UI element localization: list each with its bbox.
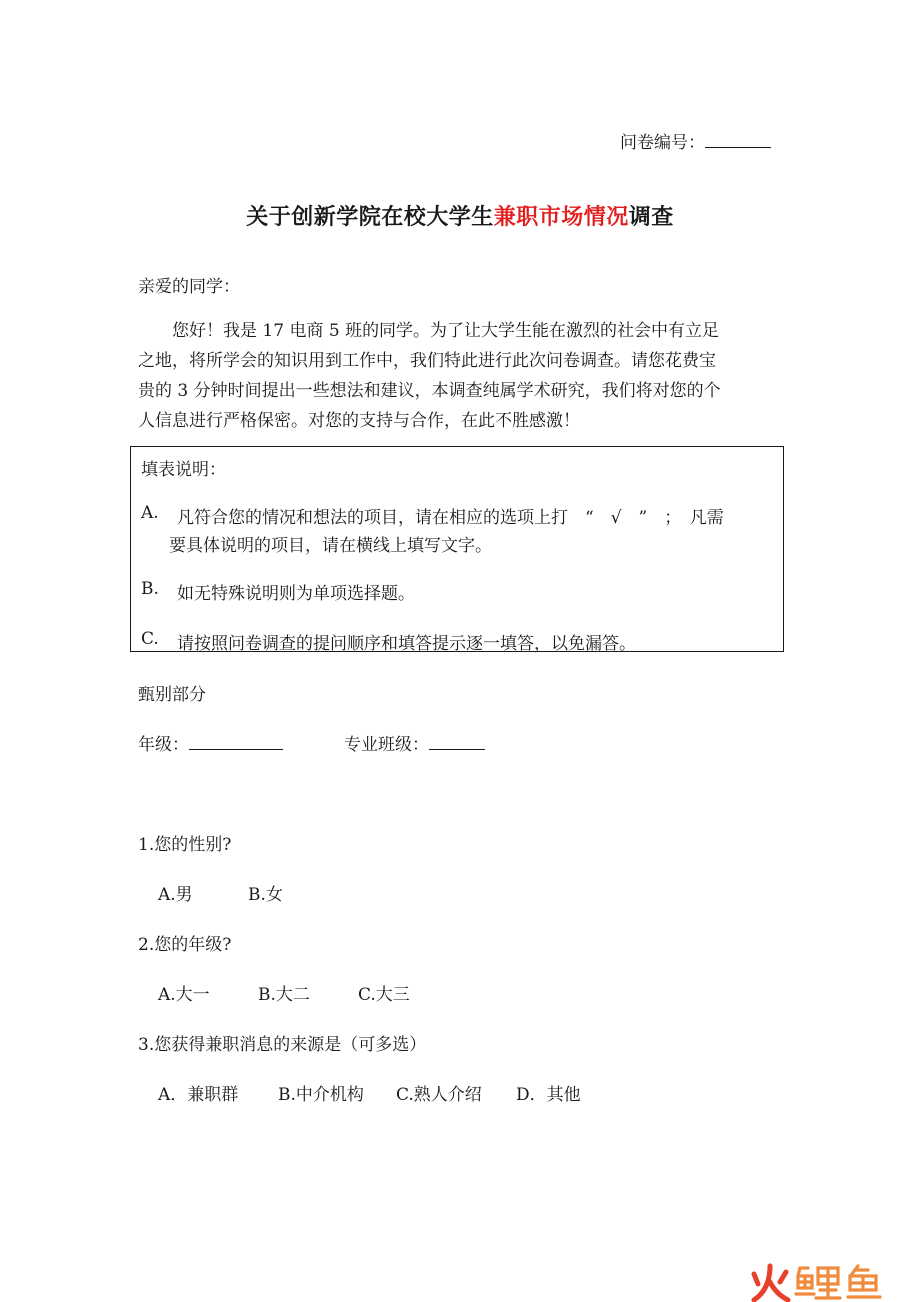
watermark-logo [748, 1262, 898, 1302]
instruction-a-text: 凡符合您的情况和想法的项目，请在相应的选项上打 “ √ ” ； 凡需 [177, 508, 724, 528]
questionnaire-number [620, 128, 771, 153]
instruction-b-marker: B. [141, 579, 159, 599]
grade-field [138, 730, 283, 755]
q3-option-a[interactable]: A．兼职群 [158, 1085, 239, 1105]
grade-label: 年级： [138, 735, 189, 755]
q3-option-b[interactable]: B.中介机构 [278, 1085, 364, 1105]
q1-option-b[interactable]: B.女 [248, 885, 283, 905]
watermark-fish-glyph [848, 1266, 880, 1297]
q3-option-c[interactable]: C.熟人介绍 [396, 1085, 482, 1105]
question-1: 1.您的性别? [138, 835, 232, 855]
instructions-title: 填表说明： [141, 460, 226, 480]
greeting: 亲爱的同学： [138, 277, 240, 297]
title-highlight: 兼职市场情况 [493, 205, 629, 230]
q3-option-d[interactable]: D．其他 [516, 1085, 581, 1105]
watermark-carp-glyph [796, 1268, 840, 1298]
grade-blank[interactable] [189, 731, 283, 750]
instruction-a-marker: A. [141, 503, 159, 523]
class-field [344, 730, 485, 755]
instruction-c-text: 请按照问卷调查的提问顺序和填答提示逐一填答，以免漏答。 [177, 634, 636, 654]
questionnaire-number-label: 问卷编号： [620, 133, 705, 153]
questionnaire-number-blank[interactable] [705, 129, 771, 148]
class-blank[interactable] [429, 731, 485, 750]
title-part2: 调查 [628, 205, 674, 230]
q2-option-a[interactable]: A.大一 [158, 985, 210, 1005]
identification-section-title: 甄别部分 [138, 685, 206, 705]
instruction-a-text-cont: 要具体说明的项目，请在横线上填写文字。 [169, 536, 492, 556]
title-part1: 关于创新学院在校大学生 [246, 205, 494, 230]
q1-option-a[interactable]: A.男 [158, 885, 193, 905]
question-2: 2.您的年级? [138, 935, 232, 955]
q2-option-b[interactable]: B.大二 [258, 985, 310, 1005]
instruction-c-marker: C. [141, 629, 159, 649]
intro-line: 之地，将所学会的知识用到工作中，我们特此进行此次问卷调查。请您花费宝 [138, 351, 716, 371]
question-3: 3.您获得兼职消息的来源是（可多选） [138, 1035, 427, 1055]
intro-paragraph [138, 316, 778, 436]
q2-option-c[interactable]: C.大三 [358, 985, 410, 1005]
instruction-b-text: 如无特殊说明则为单项选择题。 [177, 584, 415, 604]
intro-line: 贵的 3 分钟时间提出一些想法和建议，本调查纯属学术研究，我们将对您的个 [138, 381, 721, 401]
intro-line: 您好！我是 17 电商 5 班的同学。为了让大学生能在激烈的社会中有立足 [138, 321, 720, 341]
instructions-box [130, 446, 784, 652]
class-label: 专业班级： [344, 735, 429, 755]
page-title [0, 200, 920, 231]
intro-line: 人信息进行严格保密。对您的支持与合作，在此不胜感激！ [138, 411, 580, 431]
watermark-fire-glyph [754, 1266, 788, 1300]
